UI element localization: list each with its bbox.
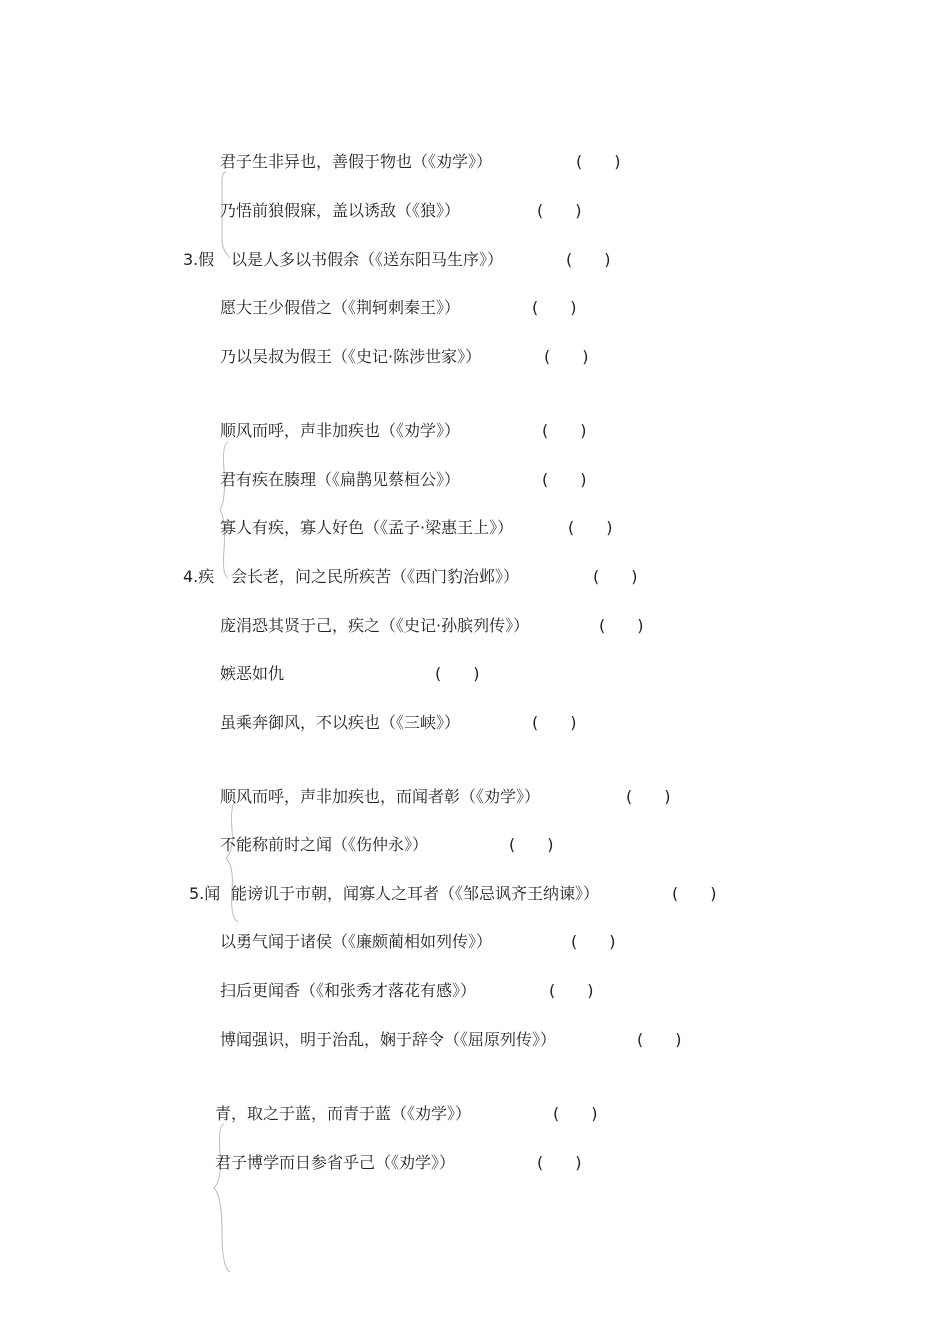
example-sentence: 以勇气闻于诸侯（《廉颇蔺相如列传》） — [220, 932, 493, 951]
answer-blank[interactable]: ( ) — [509, 835, 554, 854]
answer-blank[interactable]: ( ) — [568, 518, 613, 537]
answer-blank[interactable]: ( ) — [544, 347, 589, 366]
answer-blank[interactable]: ( ) — [537, 1153, 582, 1172]
example-sentence: 嫉恶如仇 — [220, 664, 285, 683]
example-sentence: 不能称前时之闻（《伤仲永》） — [220, 835, 429, 854]
example-sentence: 以是人多以书假余（《送东阳马生序》） — [231, 250, 504, 269]
example-sentence: 乃悟前狼假寐，盖以诱敌（《狼》） — [220, 201, 461, 220]
example-sentence: 博闻强识，明于治乱，娴于辞令（《屈原列传》） — [220, 1030, 557, 1049]
example-sentence: 顺风而呼，声非加疾也，而闻者彰（《劝学》） — [220, 787, 541, 806]
answer-blank[interactable]: ( ) — [542, 470, 587, 489]
answer-blank[interactable]: ( ) — [637, 1030, 682, 1049]
example-sentence: 青，取之于蓝，而青于蓝（《劝学》） — [215, 1104, 472, 1123]
answer-blank[interactable]: ( ) — [566, 250, 611, 269]
example-sentence: 会长老，问之民所疾苦（《西门豹治邺》） — [231, 567, 520, 586]
answer-blank[interactable]: ( ) — [532, 713, 577, 732]
brace-wen — [222, 800, 246, 928]
brace-next — [212, 1122, 236, 1278]
brace-ji — [216, 440, 236, 584]
example-sentence: 乃以吴叔为假王（《史记·陈涉世家》） — [220, 347, 482, 366]
answer-blank[interactable]: ( ) — [626, 787, 671, 806]
answer-blank[interactable]: ( ) — [553, 1104, 598, 1123]
answer-blank[interactable]: ( ) — [549, 981, 594, 1000]
answer-blank[interactable]: ( ) — [599, 616, 644, 635]
example-sentence: 君子生非异也，善假于物也（《劝学》） — [220, 152, 493, 171]
answer-blank[interactable]: ( ) — [571, 932, 616, 951]
answer-blank[interactable]: ( ) — [537, 201, 582, 220]
example-sentence: 虽乘奔御风，不以疾也（《三峡》） — [220, 713, 461, 732]
answer-blank[interactable]: ( ) — [593, 567, 638, 586]
answer-blank[interactable]: ( ) — [435, 664, 480, 683]
example-sentence: 君子博学而日参省乎己（《劝学》） — [215, 1153, 456, 1172]
example-sentence: 寡人有疾，寡人好色（《孟子·梁惠王上》） — [220, 518, 514, 537]
example-sentence: 能谤讥于市朝，闻寡人之耳者（《邹忌讽齐王纳谏》） — [231, 884, 600, 903]
example-sentence: 庞涓恐其贤于己，疾之（《史记·孙膑列传》） — [220, 616, 530, 635]
example-sentence: 愿大王少假借之（《荆轲刺秦王》） — [220, 298, 461, 317]
example-sentence: 君有疾在腠理（《扁鹊见蔡桓公》） — [220, 470, 461, 489]
group-label-ji: 4.疾 — [183, 567, 215, 586]
answer-blank[interactable]: ( ) — [672, 884, 717, 903]
answer-blank[interactable]: ( ) — [542, 421, 587, 440]
example-sentence: 顺风而呼，声非加疾也（《劝学》） — [220, 421, 461, 440]
answer-blank[interactable]: ( ) — [532, 298, 577, 317]
answer-blank[interactable]: ( ) — [576, 152, 621, 171]
group-label-jia: 3.假 — [183, 250, 215, 269]
example-sentence: 扫后更闻香（《和张秀才落花有感》） — [220, 981, 477, 1000]
group-label-wen: 5.闻 — [189, 884, 221, 903]
